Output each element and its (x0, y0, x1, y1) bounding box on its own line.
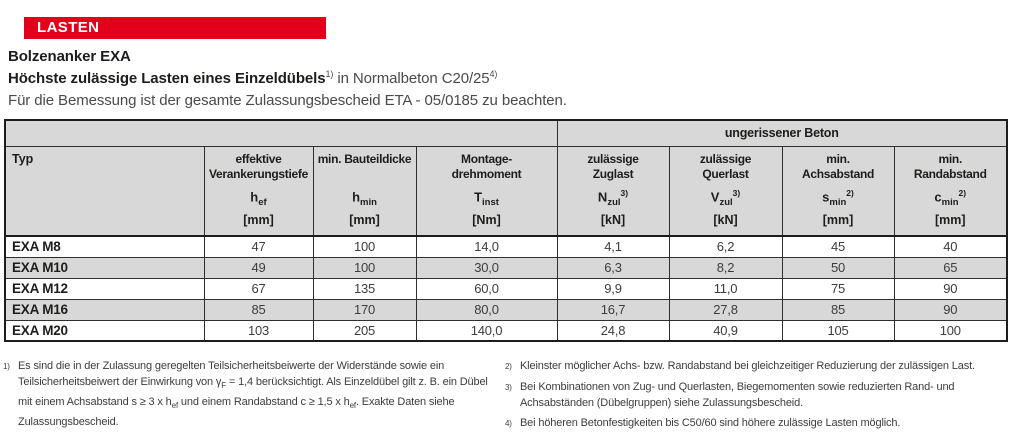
column-unit: [kN] (600, 213, 626, 228)
footnote-3-text: Bei Kombinationen von Zug- und Querlasten, Biegemomenten sowie reduzierten Rand- und Achsabständen (Dübelgruppen) siehe Zulassungsbescheid. (520, 381, 955, 409)
section-banner-label: LASTEN (37, 19, 100, 36)
footnote-2-marker: 2) (505, 362, 512, 371)
column-unit: [mm] (934, 213, 966, 228)
table-row-exa-m16 (5, 299, 1007, 320)
table-cell: 11,0 (669, 278, 782, 299)
table-cell: 135 (313, 278, 416, 299)
table-cell: 24,8 (557, 320, 669, 341)
column-symbol: $N_{zul}^{3)}$ (597, 188, 629, 208)
table-cell: 60,0 (416, 278, 557, 299)
table-row-exa-m12 (5, 278, 1007, 299)
table-cell: 85 (204, 299, 313, 320)
table-cell: 67 (204, 278, 313, 299)
row-label: EXA M12 (5, 278, 204, 299)
column-unit: [mm] (349, 213, 380, 228)
product-title: Bolzenanker EXA (8, 48, 131, 65)
column-symbol: $c_{min}^{2)}$ (934, 188, 967, 208)
column-name: Montage- drehmoment (451, 151, 522, 181)
group-header-uncracked-concrete: ungerissener Beton (557, 120, 1007, 146)
table-cell: 8,2 (669, 257, 782, 278)
table-row-exa-m8 (5, 236, 1007, 257)
subtitle-bold: Höchste zulässige Lasten eines Einzeldübels (8, 70, 326, 87)
column-name: min. Achsabstand (801, 151, 875, 181)
group-header-empty-cell (5, 120, 557, 146)
footnote-1-text: Es sind die in der Zulassung geregelten Teilsicherheitsbeiwerte der Widerstände sowie ein Teilsicherheitsbeiwert der Einwirkung von $\gamma_F = 1,4$ berücksichtigt. Als Einzeldübel gilt z. B. ein Dübel mit einem Achsabstand s ≥ 3 x $h_{ef}$ und einem Randabstand c ≥ 1,5 x $h_{ef}$. Exakte Daten siehe Zulassungsbescheid. (18, 360, 488, 429)
table-cell: 170 (313, 299, 416, 320)
table-cell: 6,3 (557, 257, 669, 278)
column-name: zulässige Querlast (699, 151, 752, 181)
column-symbol: $T_{inst}$ (474, 189, 499, 208)
footnote-1-marker: 1) (3, 362, 10, 371)
table-cell: 40,9 (669, 320, 782, 341)
column-name: min. Randabstand (913, 151, 987, 181)
column-header-typ: Typ (5, 146, 204, 236)
footnote-3-marker: 3) (505, 383, 512, 392)
table-cell: 103 (204, 320, 313, 341)
footnote-1 (3, 358, 497, 430)
row-label: EXA M16 (5, 299, 204, 320)
table-cell: 45 (782, 236, 894, 257)
column-symbol: $h_{ef}$ (250, 189, 267, 208)
table-cell: 16,7 (557, 299, 669, 320)
footnote-2-text: Kleinster möglicher Achs- bzw. Randabstand bei gleichzeitiger Reduzierung der zulässigen Last. (520, 360, 975, 372)
footnote-4 (505, 415, 1011, 432)
table-row-exa-m20 (5, 320, 1007, 341)
column-unit: [mm] (822, 213, 854, 228)
column-symbol: $s_{min}^{2)}$ (822, 188, 854, 208)
column-header-nzul (557, 146, 669, 236)
table-cell: 140,0 (416, 320, 557, 341)
table-cell: 40 (894, 236, 1007, 257)
column-unit: [mm] (243, 213, 274, 228)
footnote-4-marker: 4) (505, 419, 512, 428)
section-banner (24, 17, 326, 39)
table-cell: 6,2 (669, 236, 782, 257)
table-cell: 90 (894, 278, 1007, 299)
table-cell: 205 (313, 320, 416, 341)
footnote-ref-1: 1) (325, 69, 334, 79)
column-header-vzul (669, 146, 782, 236)
table-cell: 90 (894, 299, 1007, 320)
column-header-tinst (416, 146, 557, 236)
table-cell: 9,9 (557, 278, 669, 299)
table-cell: 4,1 (557, 236, 669, 257)
footnote-ref-4: 4) (489, 69, 498, 79)
table-cell: 100 (313, 236, 416, 257)
title-block (8, 46, 567, 112)
table-cell: 65 (894, 257, 1007, 278)
table-cell: 100 (313, 257, 416, 278)
column-name: min. Bauteildicke (317, 151, 412, 166)
column-symbol: $V_{zul}^{3)}$ (710, 188, 741, 208)
footnote-4-text: Bei höheren Betonfestigkeiten bis C50/60 sind höhere zulässige Lasten möglich. (520, 417, 901, 429)
row-label: EXA M10 (5, 257, 204, 278)
table-cell: 30,0 (416, 257, 557, 278)
row-label: EXA M8 (5, 236, 204, 257)
subtitle-regular: in Normalbeton C20/25 (333, 70, 490, 87)
table-row-exa-m10 (5, 257, 1007, 278)
subtitle (8, 68, 567, 90)
footnotes-right-column (505, 358, 1011, 436)
footnotes-left-column (3, 358, 497, 434)
column-unit: [kN] (713, 213, 738, 228)
column-unit: [Nm] (472, 213, 501, 228)
column-name: effektive Verankerungstiefe (209, 151, 308, 181)
load-table (4, 119, 1008, 342)
table-cell: 27,8 (669, 299, 782, 320)
table-cell: 85 (782, 299, 894, 320)
footnote-2 (505, 358, 1011, 375)
footnote-3 (505, 379, 1011, 411)
table-cell: 80,0 (416, 299, 557, 320)
table-cell: 75 (782, 278, 894, 299)
table-cell: 14,0 (416, 236, 557, 257)
table-cell: 105 (782, 320, 894, 341)
column-name: zulässige Zuglast (587, 151, 639, 181)
column-header-row (5, 146, 1007, 236)
column-header-hmin (313, 146, 416, 236)
column-header-cmin (894, 146, 1007, 236)
row-label: EXA M20 (5, 320, 204, 341)
table-cell: 100 (894, 320, 1007, 341)
column-header-smin (782, 146, 894, 236)
table-cell: 50 (782, 257, 894, 278)
table-cell: 49 (204, 257, 313, 278)
group-header-row (5, 120, 1007, 146)
table-cell: 47 (204, 236, 313, 257)
column-header-hef (204, 146, 313, 236)
column-symbol: $h_{min}$ (352, 189, 377, 208)
approval-note: Für die Bemessung ist der gesamte Zulassungsbescheid ETA - 05/0185 zu beachten. (8, 92, 567, 109)
